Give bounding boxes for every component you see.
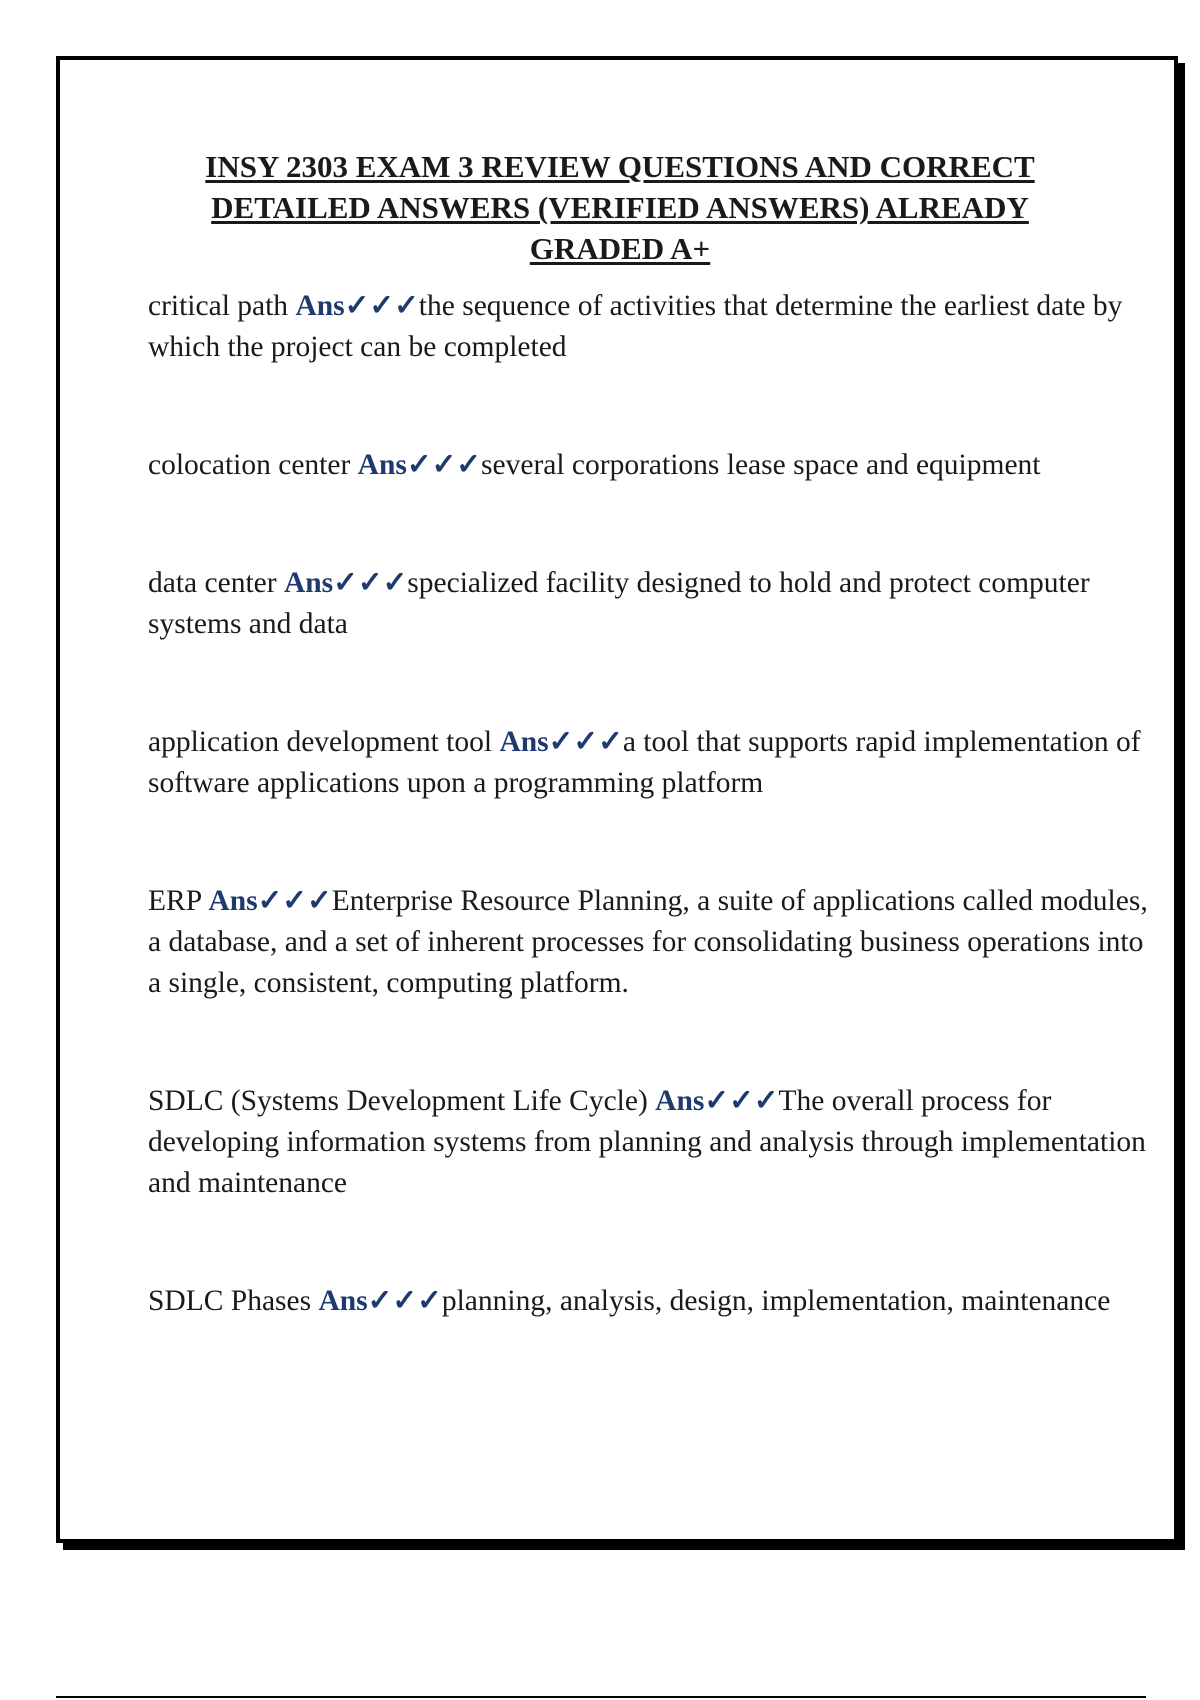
qa-item-data-center: [148, 563, 1148, 645]
answer: specialized facility designed to hold and protect computer systems and data: [148, 567, 1090, 640]
term: ERP: [148, 885, 209, 917]
answer-marker: Ans✓✓✓: [318, 1285, 442, 1317]
qa-item-erp: [148, 881, 1148, 1004]
page-frame: [56, 56, 1178, 1543]
term: application development tool: [148, 726, 500, 758]
term: critical path: [148, 290, 296, 322]
answer: Enterprise Resource Planning, a suite of applications called modules, a database, and a set of inherent processes for consolidating business operations into a single, consistent, computing platform.: [148, 885, 1148, 999]
answer-marker: Ans✓✓✓: [283, 567, 408, 599]
footer-divider: [56, 1696, 1146, 1698]
term: SDLC Phases: [148, 1285, 319, 1317]
qa-item-application-development-tool: [148, 722, 1148, 804]
answer-marker: Ans✓✓✓: [295, 290, 419, 322]
qa-list: [148, 286, 1148, 1399]
term: SDLC (Systems Development Life Cycle): [148, 1085, 656, 1117]
answer: planning, analysis, design, implementation, maintenance: [441, 1285, 1111, 1317]
answer-marker: Ans✓✓✓: [357, 449, 482, 481]
answer: several corporations lease space and equipment: [481, 449, 1041, 481]
qa-item-sdlc: [148, 1081, 1148, 1204]
document-title: INSY 2303 EXAM 3 REVIEW QUESTIONS AND CORRECT DETAILED ANSWERS (VERIFIED ANSWERS) ALREADY GRADED A+: [205, 149, 1035, 266]
term: colocation center: [148, 449, 358, 481]
qa-item-critical-path: [148, 286, 1148, 368]
answer: a tool that supports rapid implementation of software applications upon a programming platform: [148, 726, 1141, 799]
answer-marker: Ans✓✓✓: [499, 726, 623, 758]
answer: the sequence of activities that determine the earliest date by which the project can be completed: [148, 290, 1123, 363]
qa-item-colocation-center: [148, 445, 1148, 486]
term: data center: [148, 567, 284, 599]
qa-item-sdlc-phases: [148, 1281, 1148, 1322]
answer: The overall process for developing information systems from planning and analysis through implementation and maintenance: [148, 1085, 1146, 1199]
answer-marker: Ans✓✓✓: [208, 885, 332, 917]
answer-marker: Ans✓✓✓: [655, 1085, 779, 1117]
